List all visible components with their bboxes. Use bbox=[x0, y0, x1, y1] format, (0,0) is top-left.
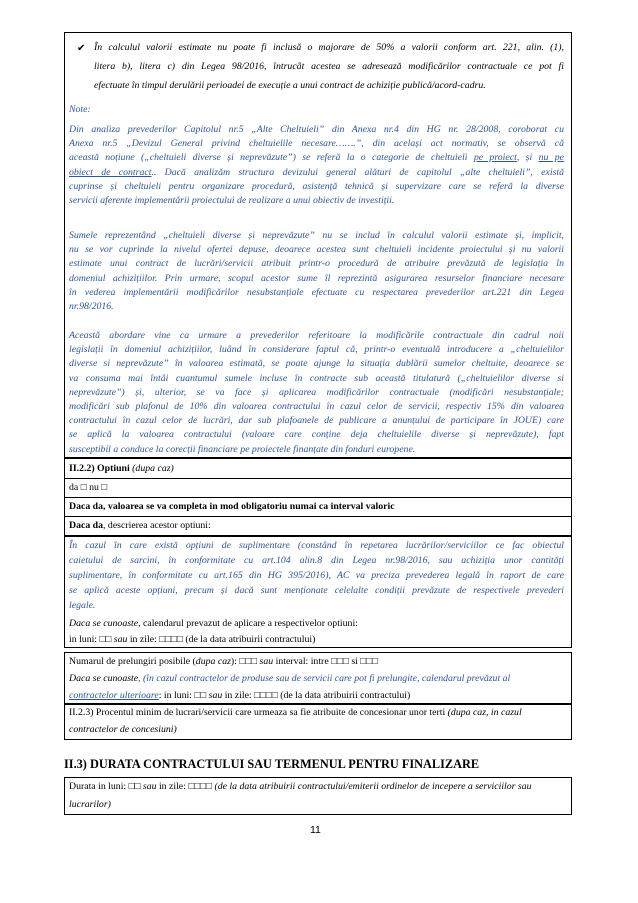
note-paragraph-3-line: Această abordare vine ca urmare a prevederilor referitoare la modificările contractuale din cadrul noii bbox=[69, 330, 564, 341]
renewals-duration-field[interactable]: contractelor ulterioare: in luni: □□ sau in zile: □□□□ (de la data atribuirii contractului) bbox=[69, 690, 411, 701]
checkmark-icon: ✔ bbox=[77, 43, 86, 54]
note-paragraph-1-line: cuprinse și cheltuieli pentru organizare procedură, asistență tehnică și supervizare care se referă la diverse bbox=[69, 180, 564, 192]
renewals-count-field[interactable]: Numarul de prelungiri posibile (dupa caz): □□□ sau interval: intre □□□ si □□□ bbox=[69, 656, 379, 667]
note-paragraph-2-line: în vederea implementării modificărilor nesubstanțiale efectuate cu respectarea prevederilor art.221 din Legea bbox=[69, 286, 564, 298]
divider bbox=[64, 497, 572, 498]
note-paragraph-1-line: Din analiza prevederilor Capitolul nr.5 „Alte Cheltuieli” din Anexa nr.4 din HG nr. 28/2008, coroborat cu bbox=[69, 124, 564, 135]
note-paragraph-1-line: servicii aferente implementării proiectului de realizare a unui obiectiv de investiții. bbox=[69, 195, 395, 206]
divider bbox=[64, 516, 572, 517]
note-paragraph-1-line: Anexa nr.5 „Devizul General privind cheltuielile necesare…….”, din același act normativ, se observă că bbox=[69, 138, 564, 150]
page-number: 11 bbox=[310, 824, 321, 836]
note-paragraph-1-line: această noțiune („cheltuieli diverse și neprevăzute”) se referă la o categorie de cheltuieli pe proiect, și nu pe bbox=[69, 152, 564, 164]
options-blue-line: legale. bbox=[69, 600, 96, 611]
options-blue-line: În cazul în care există opțiuni de suplimentare (constând în repetarea lucrărilor/serviciilor ce fac obiectul bbox=[69, 540, 564, 551]
da-nu-checkboxes[interactable]: da □ nu □ bbox=[69, 482, 108, 493]
bullet-line-2: litera b), litera c) din Legea 98/2016, întrucât acestea se adresează modificărilor contractuale ce pot fi bbox=[94, 61, 564, 72]
subcontract-percentage-label: II.2.3) Procentul minim de lucrari/servicii care urmeaza sa fie atribuite de concesionar unor terti (dupa caz, in cazul bbox=[69, 707, 522, 718]
options-calendar-label: Daca se cunoaste, calendarul prevazut de aplicare a respectivelor optiuni: bbox=[69, 618, 358, 629]
note-paragraph-3-line: modificări sub plafonul de 10% din valoarea contractului în cazul celor de servicii, respectiv 15% din valoarea bbox=[69, 401, 564, 412]
note-paragraph-2-line: nr.98/2016. bbox=[69, 301, 114, 312]
renewals-calendar-label: Daca se cunoaste, (în cazul contractelor de produse sau de servicii care pot fi prelungite, calendarul prevăzut al bbox=[69, 673, 511, 684]
note-paragraph-3-line: susceptibil a conduce la corecții financiare pe proiectele finanțate din fonduri europene. bbox=[69, 443, 416, 455]
divider bbox=[64, 535, 572, 537]
bullet-line-1: În calculul valorii estimate nu poate fi inclusă o majorare de 50% a valorii conform art. 221, alin. (1), bbox=[94, 42, 564, 53]
note-paragraph-3-line: diverse si neprevăzute” în valoarea estimată, se poate ajunge la situația dublării sumelor cheltuite, deoarece se bbox=[69, 358, 564, 370]
options-blue-line: caietului de sarcini, în conformitate cu art.104 alin.8 din Legea nr.98/2016, sau achiziția unor cantități bbox=[69, 555, 564, 566]
options-title: II.2.2) Optiuni (dupa caz) bbox=[69, 463, 174, 474]
duration-field[interactable]: Durata in luni: □□ sau in zile: □□□□ (de la data atribuirii contractului/emiterii ordinelor de incepere a serviciilor sau bbox=[69, 781, 532, 792]
note-paragraph-3-line: neprevăzute”) și, ulterior, se va face și aplicarea modificărilor contractuale (modificări nesubstanțiale; bbox=[69, 386, 564, 398]
subcontract-percentage-note: contractelor de concesiuni) bbox=[69, 724, 177, 735]
divider bbox=[64, 478, 572, 479]
note-paragraph-3-line: va consuma mai întâi cuantumul sumele incluse în contracte sub această titulatură („cheltuielilor diverse si bbox=[69, 372, 564, 384]
note-label: Note: bbox=[69, 104, 91, 115]
note-paragraph-3-line: se aplică la valoarea contractului (valoare care conține deja cheltuielile diverse și neprevăzute), fapt bbox=[69, 429, 564, 441]
note-paragraph-2-line: estimate unui contract de lucrări/servicii atribuit printr-o procedură de atribuire prevăzută de legislația în bbox=[69, 258, 564, 270]
note-paragraph-2-line: Sumele reprezentând „cheltuieli diverse și neprevăzute” nu se includ în calculul valorii estimate și, implicit, bbox=[69, 230, 564, 241]
options-blue-line: se aplică aceste opțiuni, precum și dacă sunt menționate celelalte condiții prevăzute de respectivele prevederi bbox=[69, 585, 564, 596]
note-paragraph-3-line: legislații în domeniul achizițiilor, luând în considerare faptul că, printr-o eventuală introducere a „cheltuielilor bbox=[69, 344, 564, 356]
options-duration-field[interactable]: in luni: □□ sau in zile: □□□□ (de la data atribuirii contractului) bbox=[69, 634, 316, 645]
section-heading: II.3) DURATA CONTRACTULUI SAU TERMENUL PENTRU FINALIZARE bbox=[64, 757, 480, 771]
options-description-label: Daca da, descrierea acestor optiuni: bbox=[69, 520, 211, 531]
options-blue-line: suplimentare, în conformitate cu art.165 din HG 395/2016), AC va preciza prevederea legală în raport de care bbox=[69, 570, 564, 581]
duration-note: lucrarilor) bbox=[69, 799, 111, 810]
project-link-text: pe proiect bbox=[473, 152, 517, 164]
note-paragraph-2-line: domeniul achizițiilor. Prin urmare, scopul acestor sume îl reprezintă asigurarea resurselor financiare necesare bbox=[69, 272, 564, 284]
mandatory-interval-note: Daca da, valoarea se va completa in mod obligatoriu numai ca interval valoric bbox=[69, 501, 395, 512]
note-paragraph-1-line: obiect de contract.. Dacă analizăm structura devizului general alături de capitolul „alte cheltuieli”, există bbox=[69, 166, 564, 178]
bullet-line-3: efectuate în timpul derulării perioadei de execuție a unui contract de achiziție publică/acord-cadru. bbox=[94, 80, 486, 91]
note-paragraph-3-line: contractului în cazul celor de lucrări, dar sub plafoanele de publicare a anunțului de participare în JOUE) care bbox=[69, 415, 564, 427]
note-paragraph-2-line: nu se vor cuprinde la nivelul ofertei depuse, deoarece acestea sunt cheltuieli incidente proiectului și nu valorii bbox=[69, 244, 564, 256]
